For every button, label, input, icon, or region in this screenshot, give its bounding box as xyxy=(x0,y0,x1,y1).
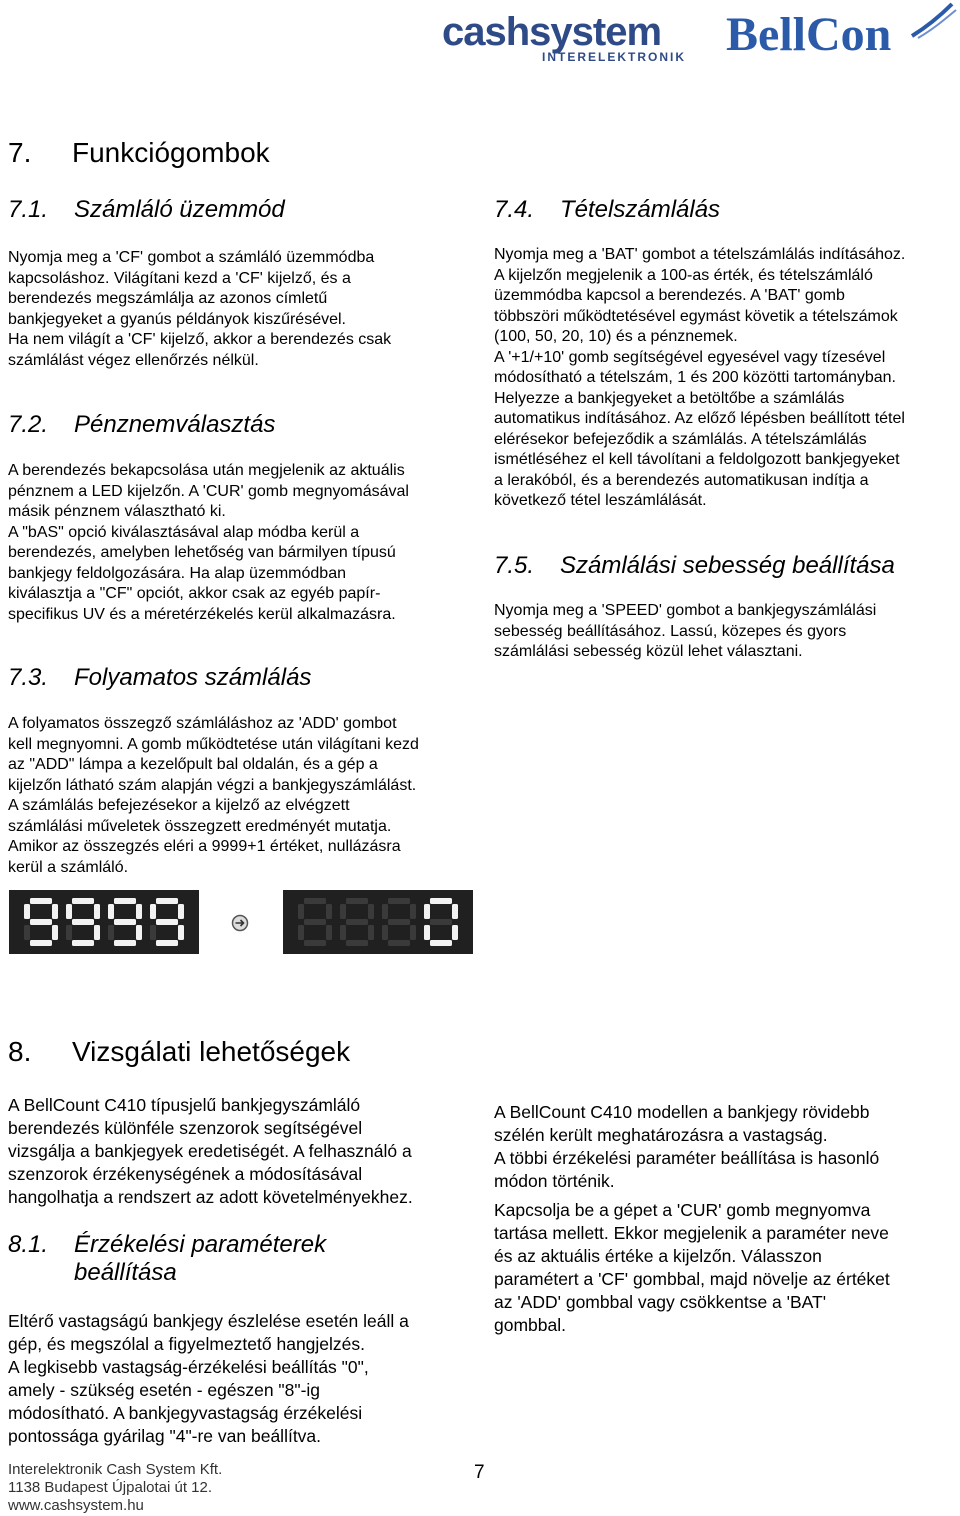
text-line: vizsgálja a bankjegyek eredetiségét. A felhasználó a xyxy=(8,1141,412,1161)
text-line: berendezés megszámlálja az azonos címletű xyxy=(8,290,328,307)
led-segment xyxy=(108,904,114,919)
text-line: A berendezés bekapcsolása után megjelenik az aktuális xyxy=(8,462,405,479)
text-line: ismétléséhez el kell távolítani a feldolgozott bankjegyeket xyxy=(494,451,900,468)
section-7-heading xyxy=(8,137,270,169)
section-8-1-heading xyxy=(8,1231,326,1287)
section-7-5-number: 7.5. xyxy=(494,552,535,579)
text-line: A '+1/+10' gomb segítségével egyesével vagy tízesével xyxy=(494,348,886,366)
led-segment xyxy=(298,904,304,919)
led-segment xyxy=(346,940,368,946)
led-segment xyxy=(52,904,58,919)
text-line: Ha nem világít a 'CF' kijelző, akkor a berendezés csak xyxy=(8,331,392,348)
section-8-1-number: 8.1. xyxy=(8,1231,49,1258)
section-7-number: 7. xyxy=(8,137,32,168)
section-8-1-title-cont: beállítása xyxy=(74,1259,177,1286)
led-segment xyxy=(382,904,388,919)
led-segment xyxy=(340,904,346,919)
text-line: pénznem a LED kijelzőn. A 'CUR' gomb megnyomásával xyxy=(8,482,409,500)
text-line: (100, 50, 20, 10) és a pénznemek. xyxy=(494,328,738,345)
text-line: sebesség beállításához. Lassú, közepes és gyors xyxy=(494,622,847,640)
text-line: A folyamatos összegző számláláshoz az 'ADD' gombot xyxy=(8,715,397,732)
section-8-title: Vizsgálati lehetőségek xyxy=(72,1036,351,1067)
footer-website: www.cashsystem.hu xyxy=(8,1497,144,1514)
text-line: számlálási műveletek összegzett eredményét mutatja. xyxy=(8,817,392,835)
led-segment xyxy=(304,940,326,946)
led-segment xyxy=(298,925,304,940)
text-line: paramétert a 'CF' gombbal, majd növelje az értéket xyxy=(494,1269,890,1289)
led-segment xyxy=(304,898,326,904)
bellcon-logo xyxy=(726,8,956,68)
led-digit xyxy=(424,898,458,946)
led-segment xyxy=(410,925,416,940)
section-8-intro xyxy=(8,1094,478,1209)
led-segment xyxy=(150,904,156,919)
text-line: szenzorok érzékenységének a módosításával xyxy=(8,1164,363,1184)
text-line: következő tétel leszámlálását. xyxy=(494,492,707,509)
text-line: Helyezze a bankjegyeket a betöltőbe a számlálás xyxy=(494,389,845,407)
led-segment xyxy=(178,904,184,919)
section-7-3-title: Folyamatos számlálás xyxy=(74,664,312,691)
footer-street: 1138 Budapest Újpalotai út 12. xyxy=(8,1479,213,1496)
text-line: számlálási sebesség közül lehet választani. xyxy=(494,643,803,660)
section-8-right-b xyxy=(494,1199,956,1337)
section-7-5-body xyxy=(494,601,956,663)
led-segment xyxy=(304,919,326,925)
text-line: számlálást végez ellenőrzés nélkül. xyxy=(8,351,259,369)
led-segment xyxy=(30,940,52,946)
led-segment xyxy=(346,898,368,904)
text-line: üzemmódba kapcsol a berendezés. A 'BAT' gomb xyxy=(494,287,845,304)
section-8-right-a xyxy=(494,1101,956,1193)
led-segment xyxy=(326,925,332,940)
led-segment xyxy=(388,898,410,904)
section-7-3-number: 7.3. xyxy=(8,664,49,691)
led-digit xyxy=(340,898,374,946)
led-segment xyxy=(30,898,52,904)
led-digits-left xyxy=(24,898,184,946)
bellcon-swoosh-icon xyxy=(908,2,958,42)
led-segment xyxy=(114,940,136,946)
text-line: amely - szükség esetén - egészen "8"-ig xyxy=(8,1380,321,1400)
section-7-title: Funkciógombok xyxy=(72,137,270,168)
cashsystem-logo xyxy=(442,10,692,70)
led-segment xyxy=(430,898,452,904)
led-segment xyxy=(30,919,52,925)
section-7-2-title: Pénznemválasztás xyxy=(74,411,276,438)
led-segment xyxy=(114,919,136,925)
text-line: gombbal. xyxy=(494,1315,566,1335)
text-line: Nyomja meg a 'CF' gombot a számláló üzemmódba xyxy=(8,249,375,266)
section-7-1-body xyxy=(8,248,468,371)
text-line: kiválasztja a "CF" opciót, akkor csak az egyéb papír- xyxy=(8,585,381,602)
cashsystem-logo-subtitle: INTERELEKTRONIK xyxy=(542,50,686,64)
text-line: berendezés különféle szenzorok segítségével xyxy=(8,1118,363,1138)
led-segment xyxy=(388,940,410,946)
led-segment xyxy=(452,925,458,940)
section-7-2-heading xyxy=(8,411,275,439)
section-7-2-body xyxy=(8,461,478,625)
led-digit xyxy=(298,898,332,946)
text-line: másik pénznem választható ki. xyxy=(8,503,226,520)
led-digit xyxy=(150,898,184,946)
section-7-3-heading xyxy=(8,664,311,692)
text-line: A legkisebb vastagság-érzékelési beállítás "0", xyxy=(8,1357,369,1377)
text-line: az "ADD" lámpa a kezelőpult bal oldalán, és a gép a xyxy=(8,756,378,773)
text-line: A számlálás befejezésekor a kijelző az elvégzett xyxy=(8,797,350,814)
section-7-1-heading xyxy=(8,196,285,224)
led-segment xyxy=(24,925,30,940)
section-7-4-heading xyxy=(494,196,720,224)
text-line: az 'ADD' gombbal vagy csökkentse a 'BAT' xyxy=(494,1292,827,1312)
text-line: módon történik. xyxy=(494,1171,615,1191)
led-segment xyxy=(424,904,430,919)
led-segment xyxy=(340,925,346,940)
led-digits-right xyxy=(298,898,458,946)
section-8-1-body xyxy=(8,1310,478,1448)
text-line: többszöri működtetésével egymást követik a tételszámok xyxy=(494,307,898,325)
footer-company: Interelektronik Cash System Kft. xyxy=(8,1461,223,1478)
led-segment xyxy=(66,904,72,919)
text-line: berendezés, amelyben lehetőség van bármilyen típusú xyxy=(8,544,396,561)
led-segment xyxy=(156,940,178,946)
text-line: elérésekor befejeződik a számlálás. A tételszámlálás xyxy=(494,430,867,448)
led-digit xyxy=(24,898,58,946)
led-segment xyxy=(72,919,94,925)
text-line: A kijelzőn megjelenik a 100-as érték, és tételszámláló xyxy=(494,266,873,284)
section-8-number: 8. xyxy=(8,1036,32,1067)
led-segment xyxy=(150,925,156,940)
text-line: tartása mellett. Ekkor megjelenik a paraméter neve xyxy=(494,1223,889,1243)
led-segment xyxy=(452,904,458,919)
text-line: A "bAS" opció kiválasztásával alap módba kerül a xyxy=(8,523,360,541)
led-segment xyxy=(430,919,452,925)
led-segment xyxy=(94,904,100,919)
text-line: kerül a számláló. xyxy=(8,858,129,876)
led-display-9999 xyxy=(9,890,199,954)
section-7-1-title: Számláló üzemmód xyxy=(74,196,285,223)
footer-address xyxy=(8,1461,222,1515)
led-segment xyxy=(114,898,136,904)
section-7-2-number: 7.2. xyxy=(8,411,49,438)
led-segment xyxy=(52,925,58,940)
text-line: bankjegy feldolgozására. Ha alap üzemmódban xyxy=(8,564,346,582)
text-line: Nyomja meg a 'SPEED' gombot a bankjegyszámlálási xyxy=(494,602,877,619)
led-segment xyxy=(424,925,430,940)
cashsystem-logo-text: cashsystem xyxy=(442,10,662,54)
led-segment xyxy=(108,925,114,940)
led-digit xyxy=(108,898,142,946)
section-7-5-heading xyxy=(494,552,895,580)
bellcon-logo-text: BellCon xyxy=(726,8,892,61)
text-line: kapcsoláshoz. Világítani kezd a 'CF' kijelző, és a xyxy=(8,269,351,287)
text-line: kell megnyomni. A gomb működtetése után világítani kezd xyxy=(8,735,419,753)
led-segment xyxy=(326,904,332,919)
page-number: 7 xyxy=(474,1462,485,1483)
section-8-heading xyxy=(8,1036,350,1068)
text-line: a lerakóból, és a berendezés automatikusan indítja a xyxy=(494,471,869,489)
led-segment xyxy=(156,919,178,925)
text-line: és az aktuális értéke a kijelzőn. Válasszon xyxy=(494,1246,822,1266)
text-line: Eltérő vastagságú bankjegy észlelése esetén leáll a xyxy=(8,1311,409,1331)
text-line: módosítható. A bankjegyvastagság érzékelési xyxy=(8,1403,363,1423)
led-digit xyxy=(66,898,100,946)
text-line: Kapcsolja be a gépet a 'CUR' gomb megnyomva xyxy=(494,1200,871,1220)
text-line: A BellCount C410 típusjelű bankjegyszámláló xyxy=(8,1095,361,1115)
text-line: bankjegyeket a gyanús példányok kiszűrésével. xyxy=(8,310,346,328)
section-7-4-body xyxy=(494,245,956,512)
led-segment xyxy=(368,925,374,940)
led-segment xyxy=(136,904,142,919)
section-8-1-title: Érzékelési paraméterek xyxy=(74,1231,327,1258)
text-line: szélén került meghatározásra a vastagság. xyxy=(494,1125,828,1145)
led-segment xyxy=(430,940,452,946)
led-segment xyxy=(72,940,94,946)
text-line: A többi érzékelési paraméter beállítása is hasonló xyxy=(494,1148,880,1168)
led-segment xyxy=(382,925,388,940)
text-line: Nyomja meg a 'BAT' gombot a tételszámlálás indításához. xyxy=(494,246,906,263)
text-line: Amikor az összegzés eléri a 9999+1 értéket, nullázásra xyxy=(8,838,401,855)
led-segment xyxy=(94,925,100,940)
led-segment xyxy=(72,898,94,904)
text-line: hangolhatja a rendszert az adott követelményekhez. xyxy=(8,1187,413,1207)
led-segment xyxy=(388,919,410,925)
section-7-4-title: Tételszámlálás xyxy=(560,196,721,223)
led-segment xyxy=(24,904,30,919)
text-line: A BellCount C410 modellen a bankjegy rövidebb xyxy=(494,1102,870,1122)
arrow-right-icon xyxy=(231,914,249,932)
led-segment xyxy=(178,925,184,940)
section-7-4-number: 7.4. xyxy=(494,196,535,223)
led-segment xyxy=(66,925,72,940)
led-display-0 xyxy=(283,890,473,954)
led-segment xyxy=(410,904,416,919)
text-line: specifikus UV és a méretérzékelés kerül alkalmazásra. xyxy=(8,605,396,623)
section-7-1-number: 7.1. xyxy=(8,196,49,223)
led-segment xyxy=(156,898,178,904)
section-7-3-body xyxy=(8,714,478,878)
section-7-5-title: Számlálási sebesség beállítása xyxy=(560,552,895,579)
led-digit xyxy=(382,898,416,946)
led-segment xyxy=(136,925,142,940)
text-line: automatikus indításához. Az előző lépésben beállított tétel xyxy=(494,410,905,427)
text-line: gép, és megszólal a figyelmeztető hangjelzés. xyxy=(8,1334,366,1354)
text-line: módosítható a tételszám, 1 és 200 közötti tartományban. xyxy=(494,369,896,386)
led-segment xyxy=(368,904,374,919)
text-line: pontossága gyárilag "4"-re van beállítva. xyxy=(8,1426,322,1446)
led-segment xyxy=(346,919,368,925)
text-line: kijelzőn látható szám alapján végzi a bankjegyszámlálást. xyxy=(8,776,417,794)
